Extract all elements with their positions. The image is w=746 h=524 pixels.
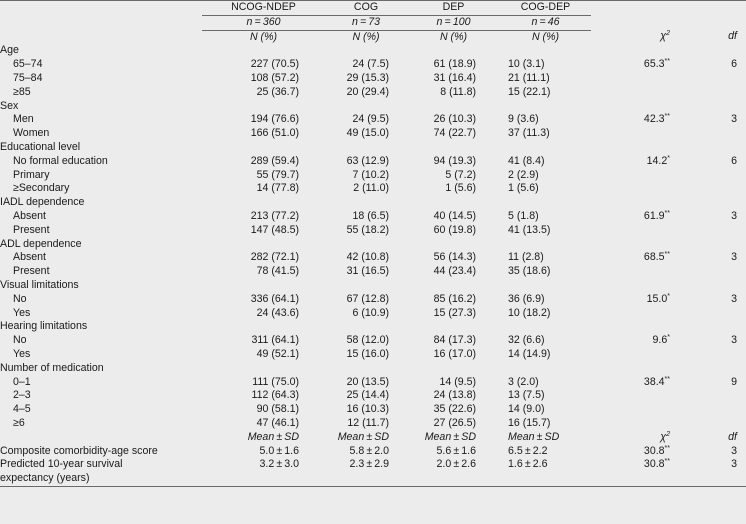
table-row [0, 210, 746, 224]
n-pct-header: N (%) [249, 30, 278, 43]
value-ncog-ndep: 227 (70.5) [250, 58, 299, 71]
table-row [0, 224, 746, 238]
chi-square-value: 30.8** [643, 458, 670, 471]
value-ncog-ndep: 108 (57.2) [250, 71, 299, 84]
category-label: Sex [0, 99, 19, 112]
row-label: ≥85 [13, 85, 31, 98]
blank-cell [591, 15, 680, 30]
row-label: No [13, 334, 27, 347]
value-cog-dep: 11 (2.8) [508, 251, 544, 264]
value-dep: 2.0 ± 2.6 [436, 458, 476, 471]
continuous-row [0, 458, 746, 472]
row-label: Absent [13, 209, 46, 222]
blank-cell [325, 100, 407, 114]
category-row [0, 238, 746, 252]
category-label: ADL dependence [0, 237, 82, 250]
value-cog: 58 (12.0) [346, 334, 389, 347]
table-row [0, 72, 746, 86]
value-cog: 12 (11.7) [347, 416, 389, 429]
value-ncog-ndep: 90 (58.1) [256, 403, 299, 416]
value-cog: 15 (16.0) [346, 347, 389, 360]
blank-cell [202, 362, 325, 376]
blank-cell [500, 472, 591, 486]
value-cog-dep: 21 (11.1) [508, 71, 550, 84]
value-dep: 15 (27.3) [433, 306, 476, 319]
value-cog: 20 (29.4) [346, 85, 389, 98]
blank-cell [0, 30, 202, 44]
value-dep: 26 (10.3) [433, 113, 476, 126]
row-label: Present [13, 223, 50, 236]
row-label: Men [13, 113, 34, 126]
value-ncog-ndep: 111 (75.0) [252, 375, 299, 388]
value-dep: 8 (11.8) [440, 85, 476, 98]
df-value: 6 [731, 58, 737, 71]
value-ncog-ndep: 282 (72.1) [250, 251, 299, 264]
value-cog-dep: 13 (7.5) [508, 389, 545, 402]
continuous-row [0, 472, 746, 486]
row-label: Present [13, 265, 50, 278]
df-header: df [728, 430, 737, 443]
value-ncog-ndep: 49 (52.1) [256, 347, 299, 360]
blank-cell [407, 279, 500, 293]
sample-size-row [0, 15, 746, 30]
df-value [680, 265, 746, 279]
blank-cell [407, 141, 500, 155]
blank-cell [202, 44, 325, 58]
row-label: No [13, 292, 27, 305]
chi-square-value: 14.2* [646, 154, 670, 167]
chi-square-value: 65.3** [643, 58, 670, 71]
significance-marker: ** [664, 444, 670, 452]
blank-cell [591, 320, 680, 334]
value-dep: 56 (14.3) [433, 251, 476, 264]
blank-cell [680, 15, 746, 30]
df-value [680, 417, 746, 431]
df-value: 3 [731, 444, 737, 457]
chi-square-value: 15.0* [646, 292, 670, 305]
blank-cell [407, 100, 500, 114]
df-value: 3 [731, 292, 737, 305]
chi-square-value [591, 169, 680, 183]
chi-square-value [591, 417, 680, 431]
value-cog-dep: 2 (2.9) [508, 168, 539, 181]
value-cog: 6 (10.9) [352, 306, 389, 319]
stat-header-row [0, 30, 746, 44]
significance-marker: ** [664, 458, 670, 466]
value-dep: 24 (13.8) [433, 389, 476, 402]
value-cog-dep: 14 (9.0) [508, 403, 545, 416]
df-value [680, 224, 746, 238]
value-ncog-ndep: 336 (64.1) [250, 292, 299, 305]
blank-cell [680, 238, 746, 252]
value-cog: 2 (11.0) [353, 182, 389, 195]
value-cog-dep: 1 (5.6) [508, 182, 539, 195]
blank-cell [680, 279, 746, 293]
chi-square-value [591, 86, 680, 100]
df-value: 3 [731, 334, 737, 347]
table-row [0, 127, 746, 141]
blank-cell [202, 279, 325, 293]
table-row [0, 113, 746, 127]
category-row [0, 320, 746, 334]
blank-cell [680, 472, 746, 486]
category-label: Number of medication [0, 361, 104, 374]
category-row [0, 100, 746, 114]
n-cog: n = 73 [325, 15, 407, 30]
chi-superscript: 2 [666, 430, 670, 438]
value-cog-dep: 35 (18.6) [508, 265, 551, 278]
blank-cell [500, 141, 591, 155]
value-cog: 18 (6.5) [352, 209, 389, 222]
blank-cell [680, 44, 746, 58]
row-label: Absent [13, 251, 46, 264]
chi-square-value: 42.3** [643, 113, 670, 126]
blank-cell [591, 362, 680, 376]
value-ncog-ndep: 25 (36.7) [256, 85, 299, 98]
blank-cell [591, 279, 680, 293]
chi-square-header [591, 30, 680, 44]
significance-marker: * [667, 334, 670, 342]
mean-sd-header-row [0, 431, 746, 445]
value-dep: 61 (18.9) [433, 58, 476, 71]
value-ncog-ndep: 14 (77.8) [256, 182, 299, 195]
blank-cell [591, 44, 680, 58]
value-cog-dep: 32 (6.6) [508, 334, 545, 347]
category-row [0, 141, 746, 155]
value-ncog-ndep: 47 (46.1) [256, 416, 299, 429]
chi-square-value: 68.5** [643, 251, 670, 264]
chi-square-value [591, 72, 680, 86]
df-value: 3 [731, 251, 737, 264]
df-value: 9 [731, 375, 737, 388]
value-cog-dep: 37 (11.3) [508, 127, 550, 140]
value-cog: 55 (18.2) [346, 223, 389, 236]
value-dep: 40 (14.5) [433, 209, 476, 222]
blank-cell [202, 320, 325, 334]
n-pct-header: N (%) [352, 30, 380, 43]
value-cog: 2.3 ± 2.9 [349, 458, 389, 471]
blank-cell [407, 472, 500, 486]
table-row [0, 389, 746, 403]
blank-cell [325, 279, 407, 293]
significance-marker: ** [664, 209, 670, 217]
table-row [0, 169, 746, 183]
value-dep: 5 (7.2) [445, 168, 476, 181]
blank-cell [680, 141, 746, 155]
value-dep: 94 (19.3) [433, 154, 476, 167]
value-dep: 31 (16.4) [433, 71, 476, 84]
blank-cell [202, 100, 325, 114]
blank-cell [591, 472, 680, 486]
value-cog-dep: 14 (14.9) [508, 347, 551, 360]
row-label: 2–3 [13, 389, 31, 402]
chi-square-value [591, 389, 680, 403]
blank-cell [325, 44, 407, 58]
blank-cell [0, 15, 202, 30]
blank-cell [407, 362, 500, 376]
value-cog: 20 (13.5) [346, 375, 389, 388]
value-cog: 24 (9.5) [352, 113, 389, 126]
value-dep: 44 (23.4) [433, 265, 476, 278]
row-label: ≥Secondary [13, 182, 70, 195]
blank-cell [202, 238, 325, 252]
table-row [0, 86, 746, 100]
blank-cell [407, 196, 500, 210]
mean-sd-header: Mean ± SD [337, 430, 389, 443]
significance-marker: * [667, 292, 670, 300]
table-row [0, 403, 746, 417]
row-label: Primary [13, 168, 50, 181]
value-dep: 16 (17.0) [433, 347, 476, 360]
df-value: 3 [731, 209, 737, 222]
blank-cell [500, 44, 591, 58]
df-value [680, 348, 746, 362]
value-ncog-ndep: 194 (76.6) [250, 113, 299, 126]
value-ncog-ndep: 55 (79.7) [256, 168, 299, 181]
blank-cell [325, 141, 407, 155]
chi-square-value: 38.4** [643, 375, 670, 388]
category-label: Visual limitations [0, 278, 79, 291]
category-row [0, 196, 746, 210]
value-cog: 42 (10.8) [346, 251, 389, 264]
value-ncog-ndep: 5.0 ± 1.6 [259, 444, 299, 457]
blank-cell [591, 196, 680, 210]
value-ncog-ndep: 147 (48.5) [250, 223, 299, 236]
value-ncog-ndep: 213 (77.2) [250, 209, 299, 222]
df-value [680, 86, 746, 100]
row-label: Yes [13, 306, 31, 319]
row-label: 0–1 [13, 375, 31, 388]
blank-cell [591, 1, 680, 16]
table-row [0, 293, 746, 307]
row-label: ≥6 [13, 416, 25, 429]
blank-cell [500, 238, 591, 252]
value-ncog-ndep: 3.2 ± 3.0 [259, 458, 299, 471]
value-dep: 5.6 ± 1.6 [436, 444, 476, 457]
row-label: Yes [13, 347, 31, 360]
value-dep: 85 (16.2) [433, 292, 476, 305]
chi-square-value [591, 182, 680, 196]
blank-cell [680, 362, 746, 376]
value-ncog-ndep: 112 (64.3) [251, 389, 299, 402]
blank-cell [500, 196, 591, 210]
significance-marker: * [667, 154, 670, 162]
value-ncog-ndep: 78 (41.5) [256, 265, 299, 278]
df-value [680, 403, 746, 417]
blank-cell [591, 238, 680, 252]
df-header: df [728, 30, 737, 43]
blank-cell [202, 196, 325, 210]
df-value [680, 127, 746, 141]
mean-sd-header: Mean ± SD [508, 430, 560, 443]
value-cog-dep: 41 (8.4) [508, 154, 545, 167]
table-row [0, 307, 746, 321]
blank-cell [202, 472, 325, 486]
row-label: expectancy (years) [0, 472, 202, 486]
chi-symbol: χ [660, 430, 667, 443]
n-cog-dep: n = 46 [500, 15, 591, 30]
chi-square-value: 9.6* [652, 334, 670, 347]
df-value [680, 169, 746, 183]
value-dep: 35 (22.6) [433, 403, 476, 416]
chi-square-value: 30.8** [643, 444, 670, 457]
chi-square-value [591, 307, 680, 321]
value-cog: 67 (12.8) [346, 292, 389, 305]
table-row [0, 334, 746, 348]
category-row [0, 44, 746, 58]
chi-symbol: χ [660, 30, 667, 43]
row-label: Women [13, 127, 50, 140]
blank-cell [680, 1, 746, 16]
n-pct-header: N (%) [531, 30, 560, 43]
table-row [0, 251, 746, 265]
category-row [0, 362, 746, 376]
corner-cell [0, 1, 202, 16]
mean-sd-header: Mean ± SD [424, 430, 476, 443]
chi-square-value [591, 224, 680, 238]
mean-sd-header: Mean ± SD [247, 430, 299, 443]
blank-cell [407, 44, 500, 58]
category-label: IADL dependence [0, 196, 85, 209]
value-cog: 49 (15.0) [346, 127, 389, 140]
chi-square-header [591, 431, 680, 445]
value-cog-dep: 9 (3.6) [508, 113, 539, 126]
value-dep: 74 (22.7) [433, 127, 476, 140]
blank-cell [407, 238, 500, 252]
row-label: 65–74 [13, 58, 43, 71]
group-dep: DEP [407, 1, 500, 16]
category-label: Educational level [0, 140, 81, 153]
row-label: 75–84 [13, 71, 43, 84]
blank-cell [325, 362, 407, 376]
blank-cell [325, 238, 407, 252]
table-body [0, 1, 746, 487]
chi-square-value [591, 265, 680, 279]
value-cog: 7 (10.2) [352, 168, 389, 181]
value-cog: 29 (15.3) [346, 71, 389, 84]
blank-cell [500, 320, 591, 334]
n-dep: n = 100 [407, 15, 500, 30]
df-value: 3 [731, 458, 737, 471]
value-cog: 24 (7.5) [352, 58, 389, 71]
value-dep: 84 (17.3) [433, 334, 476, 347]
blank-cell [680, 320, 746, 334]
chi-square-value [591, 348, 680, 362]
blank-cell [325, 472, 407, 486]
group-cog: COG [325, 1, 407, 16]
value-cog-dep: 36 (6.9) [508, 292, 545, 305]
blank-cell [325, 320, 407, 334]
significance-marker: ** [664, 251, 670, 259]
value-cog-dep: 15 (22.1) [508, 85, 551, 98]
blank-cell [407, 320, 500, 334]
table-row [0, 417, 746, 431]
category-label: Hearing limitations [0, 320, 88, 333]
value-cog-dep: 1.6 ± 2.6 [508, 458, 548, 471]
chi-superscript: 2 [666, 30, 670, 38]
value-dep: 14 (9.5) [439, 375, 476, 388]
chi-square-value [591, 127, 680, 141]
blank-cell [500, 100, 591, 114]
value-dep: 60 (19.8) [433, 223, 476, 236]
n-ncog-ndep: n = 360 [202, 15, 325, 30]
blank-cell [500, 279, 591, 293]
value-cog: 63 (12.9) [346, 154, 389, 167]
blank-cell [202, 141, 325, 155]
table-row [0, 376, 746, 390]
df-value: 3 [731, 113, 737, 126]
df-value [680, 307, 746, 321]
chi-square-value [591, 403, 680, 417]
table-row [0, 182, 746, 196]
value-ncog-ndep: 289 (59.4) [250, 154, 299, 167]
value-cog: 16 (10.3) [346, 403, 389, 416]
row-label: Composite comorbidity-age score [0, 444, 158, 457]
category-row [0, 279, 746, 293]
value-cog-dep: 16 (15.7) [508, 416, 551, 429]
df-value: 6 [731, 154, 737, 167]
table-row [0, 348, 746, 362]
blank-cell [500, 362, 591, 376]
df-value [680, 389, 746, 403]
table-row [0, 58, 746, 72]
row-label: Predicted 10-year survival [0, 458, 123, 471]
value-cog-dep: 3 (2.0) [508, 375, 539, 388]
group-header-row [0, 1, 746, 16]
df-value [680, 182, 746, 196]
blank-cell [591, 100, 680, 114]
category-label: Age [0, 44, 19, 57]
value-ncog-ndep: 311 (64.1) [251, 334, 299, 347]
continuous-row [0, 445, 746, 459]
blank-cell [680, 100, 746, 114]
group-cog-dep: COG-DEP [500, 1, 591, 16]
value-cog: 25 (14.4) [346, 389, 389, 402]
significance-marker: ** [664, 58, 670, 66]
significance-marker: ** [664, 113, 670, 121]
blank-cell [680, 196, 746, 210]
value-cog-dep: 5 (1.8) [508, 209, 539, 222]
value-ncog-ndep: 24 (43.6) [256, 306, 299, 319]
value-cog-dep: 10 (18.2) [508, 306, 551, 319]
value-cog-dep: 41 (13.5) [508, 223, 551, 236]
value-cog: 5.8 ± 2.0 [349, 444, 389, 457]
value-cog-dep: 6.5 ± 2.2 [508, 444, 548, 457]
row-label: No formal education [13, 154, 108, 167]
group-ncog-ndep: NCOG-NDEP [202, 1, 325, 16]
value-dep: 1 (5.6) [445, 182, 476, 195]
blank-cell [0, 431, 202, 445]
significance-marker: ** [664, 375, 670, 383]
value-dep: 27 (26.5) [433, 416, 476, 429]
blank-cell [591, 141, 680, 155]
value-cog: 31 (16.5) [346, 265, 389, 278]
blank-cell [325, 196, 407, 210]
n-pct-header: N (%) [439, 30, 468, 43]
chi-square-value: 61.9** [643, 209, 670, 222]
row-label: 4–5 [13, 403, 31, 416]
table-row [0, 155, 746, 169]
value-ncog-ndep: 166 (51.0) [250, 127, 299, 140]
df-value [680, 72, 746, 86]
table-row [0, 265, 746, 279]
value-cog-dep: 10 (3.1) [508, 58, 545, 71]
